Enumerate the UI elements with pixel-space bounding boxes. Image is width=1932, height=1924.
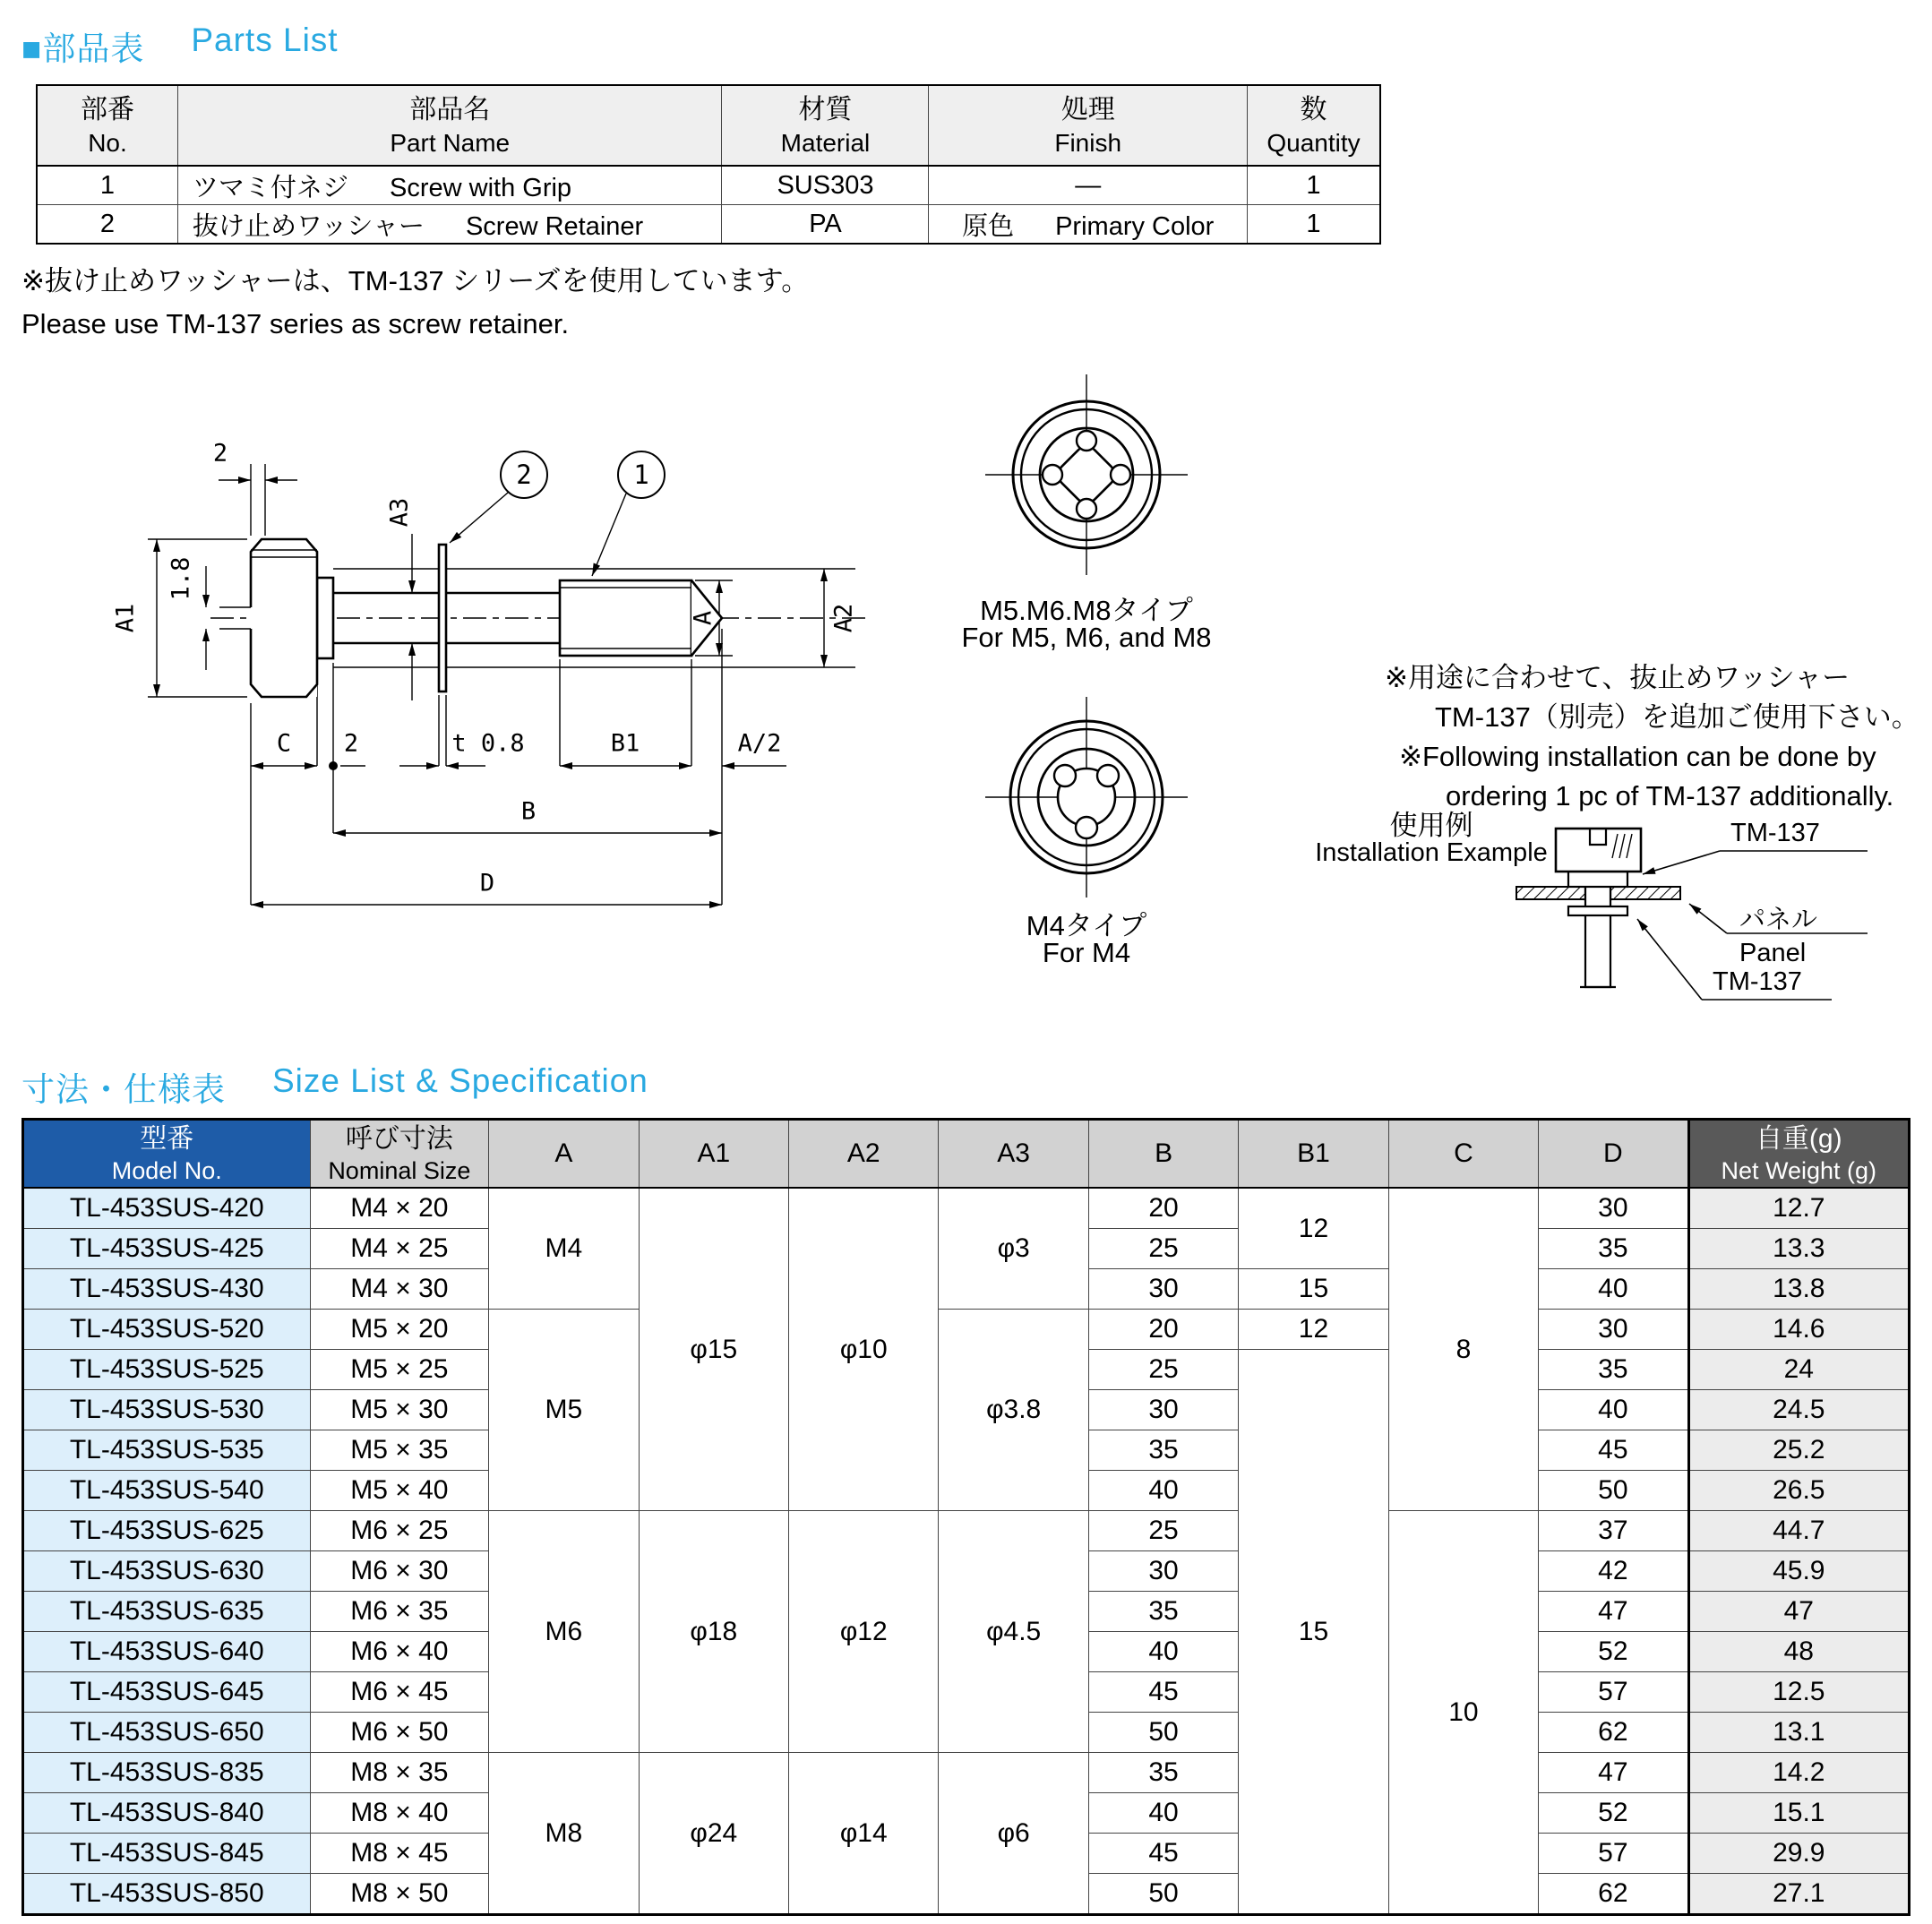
spec-cell-nominal: M6 × 50 [310, 1713, 489, 1753]
spec-heading-jp: 寸法・仕様表 [21, 1071, 226, 1108]
parts-finish-jp: 原色 [962, 211, 1015, 241]
spec-cell-d: 52 [1539, 1632, 1688, 1672]
spec-cell-model: TL-453SUS-525 [23, 1350, 311, 1390]
parts-header-en: Finish [1054, 129, 1122, 157]
spec-cell-w: 44.7 [1688, 1511, 1909, 1551]
spec-cell-b: 20 [1088, 1188, 1238, 1229]
parts-list-table [36, 84, 1381, 245]
spec-cell-b: 20 [1088, 1310, 1238, 1350]
retainer-note-line-2: TM-137（別売）を追加ご使用下さい。 [1435, 701, 1919, 733]
spec-cell-d: 30 [1539, 1188, 1688, 1229]
spec-header-en: Model No. [111, 1157, 222, 1184]
spec-cell-c: 8 [1388, 1188, 1538, 1511]
parts-header-en: No. [88, 129, 127, 157]
spec-table-body [23, 1188, 1910, 1915]
spec-cell-b: 40 [1088, 1471, 1238, 1511]
spec-cell-w: 45.9 [1688, 1551, 1909, 1592]
spec-cell-b: 30 [1088, 1551, 1238, 1592]
parts-name-jp: ツマミ付ネジ [192, 173, 348, 202]
spec-table [21, 1118, 1911, 1916]
spec-header-cell-A2: A2 [789, 1120, 939, 1189]
spec-cell-nominal: M6 × 45 [310, 1672, 489, 1713]
spec-header-jp: 自重(g) [1755, 1124, 1842, 1154]
spec-cell-nominal: M8 × 40 [310, 1793, 489, 1834]
spec-cell-b: 45 [1088, 1672, 1238, 1713]
spec-cell-w: 29.9 [1688, 1834, 1909, 1874]
parts-list-heading-jp: ■部品表 [21, 30, 145, 67]
spec-cell-d: 37 [1539, 1511, 1688, 1551]
spec-table-header [23, 1120, 1910, 1189]
spec-cell-model: TL-453SUS-835 [23, 1753, 311, 1793]
parts-header-jp: 数 [1300, 95, 1327, 125]
spec-header-cell-0 [23, 1120, 311, 1189]
spec-cell-model: TL-453SUS-425 [23, 1229, 311, 1269]
spec-cell-nominal: M4 × 25 [310, 1229, 489, 1269]
dim-label-a1: A1 [111, 603, 140, 633]
parts-header-cell-4 [1247, 85, 1380, 166]
spec-cell-b: 40 [1088, 1793, 1238, 1834]
dim-label-slot-depth: 1.8 [167, 556, 195, 601]
spec-cell-model: TL-453SUS-625 [23, 1511, 311, 1551]
parts-header-jp: 部品名 [409, 95, 491, 125]
parts-cell-no: 1 [37, 166, 177, 205]
spec-cell-model: TL-453SUS-640 [23, 1632, 311, 1672]
parts-cell-finish [929, 205, 1248, 245]
dim-label-a: A [689, 610, 717, 626]
spec-cell-a3: φ6 [939, 1753, 1088, 1915]
spec-cell-model: TL-453SUS-840 [23, 1793, 311, 1834]
spec-cell-nominal: M6 × 30 [310, 1551, 489, 1592]
spec-cell-d: 45 [1539, 1430, 1688, 1471]
parts-note [21, 260, 809, 346]
spec-cell-a: M6 [489, 1511, 639, 1753]
spec-heading [21, 1062, 648, 1111]
spec-cell-d: 57 [1539, 1834, 1688, 1874]
spec-cell-nominal: M8 × 45 [310, 1834, 489, 1874]
spec-header-row [23, 1120, 1910, 1189]
spec-cell-model: TL-453SUS-850 [23, 1874, 311, 1915]
spec-cell-a1: φ15 [639, 1188, 788, 1511]
dim-label-head-gap: 2 [212, 439, 228, 468]
dim-label-a-half: A/2 [737, 729, 782, 758]
spec-cell-model: TL-453SUS-540 [23, 1471, 311, 1511]
spec-cell-b: 50 [1088, 1713, 1238, 1753]
parts-header-cell-3 [929, 85, 1248, 166]
spec-cell-model: TL-453SUS-650 [23, 1713, 311, 1753]
spec-cell-nominal: M4 × 20 [310, 1188, 489, 1229]
spec-cell-a3: φ3.8 [939, 1310, 1088, 1511]
spec-cell-w: 47 [1688, 1592, 1909, 1632]
spec-row [23, 1310, 1910, 1350]
parts-cell-qty: 1 [1247, 205, 1380, 245]
spec-cell-nominal: M6 × 40 [310, 1632, 489, 1672]
spec-cell-a2: φ12 [789, 1511, 939, 1753]
spec-header-cell-C: C [1388, 1120, 1538, 1189]
dim-label-b1: B1 [610, 729, 640, 758]
spec-cell-a1: φ24 [639, 1753, 788, 1915]
spec-cell-w: 15.1 [1688, 1793, 1909, 1834]
parts-cell-material: PA [722, 205, 929, 245]
spec-header-cell-A1: A1 [639, 1120, 788, 1189]
parts-list-heading-en: Parts List [191, 21, 339, 58]
spec-cell-w: 14.2 [1688, 1753, 1909, 1793]
spec-cell-a2: φ10 [789, 1188, 939, 1511]
dim-label-d: D [479, 869, 495, 898]
spec-cell-w: 14.6 [1688, 1310, 1909, 1350]
spec-cell-b: 40 [1088, 1632, 1238, 1672]
spec-cell-b: 25 [1088, 1229, 1238, 1269]
spec-header-en: Nominal Size [328, 1157, 471, 1184]
spec-cell-nominal: M8 × 35 [310, 1753, 489, 1793]
spec-cell-d: 57 [1539, 1672, 1688, 1713]
usage-label-panel-en: Panel [1739, 939, 1807, 967]
spec-cell-model: TL-453SUS-520 [23, 1310, 311, 1350]
parts-header-row [37, 85, 1380, 166]
spec-cell-b1: 12 [1239, 1188, 1388, 1269]
spec-cell-nominal: M5 × 35 [310, 1430, 489, 1471]
spec-cell-a3: φ4.5 [939, 1511, 1088, 1753]
spec-header-cell-A3: A3 [939, 1120, 1088, 1189]
spec-cell-d: 62 [1539, 1713, 1688, 1753]
spec-cell-model: TL-453SUS-645 [23, 1672, 311, 1713]
spec-cell-b: 45 [1088, 1834, 1238, 1874]
spec-cell-model: TL-453SUS-845 [23, 1834, 311, 1874]
retainer-note-line-3: ※Following installation can be done by [1399, 741, 1876, 772]
parts-note-en: Please use TM-137 series as screw retainer. [21, 308, 570, 339]
parts-name-jp: 抜け止めワッシャー [192, 211, 425, 241]
spec-cell-d: 40 [1539, 1390, 1688, 1430]
spec-cell-nominal: M6 × 35 [310, 1592, 489, 1632]
spec-row [23, 1511, 1910, 1551]
spec-header-en: Net Weight (g) [1721, 1157, 1877, 1184]
spec-cell-w: 25.2 [1688, 1430, 1909, 1471]
spec-cell-a3: φ3 [939, 1188, 1088, 1310]
spec-cell-d: 52 [1539, 1793, 1688, 1834]
view-caption-m568-en: For M5, M6, and M8 [961, 622, 1212, 653]
spec-cell-a: M8 [489, 1753, 639, 1915]
spec-cell-d: 40 [1539, 1269, 1688, 1310]
parts-cell-name [177, 166, 722, 205]
spec-cell-b: 35 [1088, 1592, 1238, 1632]
parts-cell-name [177, 205, 722, 245]
parts-header-jp: 処理 [1060, 95, 1115, 125]
spec-cell-b1: 15 [1239, 1350, 1388, 1915]
view-caption-m568-jp: M5.M6.M8タイプ [980, 595, 1193, 626]
spec-cell-model: TL-453SUS-430 [23, 1269, 311, 1310]
usage-label-tm137-bottom: TM-137 [1713, 967, 1802, 996]
spec-cell-nominal: M5 × 30 [310, 1390, 489, 1430]
technical-drawing [36, 367, 1917, 1048]
retainer-note-line-4: ordering 1 pc of TM-137 additionally. [1446, 780, 1894, 812]
spec-cell-nominal: M4 × 30 [310, 1269, 489, 1310]
spec-cell-w: 13.3 [1688, 1229, 1909, 1269]
retainer-notes [1335, 658, 1932, 816]
spec-cell-d: 30 [1539, 1310, 1688, 1350]
parts-list-table-body [37, 166, 1380, 244]
dim-label-flange: 2 [343, 729, 359, 758]
spec-cell-b: 25 [1088, 1350, 1238, 1390]
parts-list-table-header [37, 85, 1380, 166]
spec-cell-b: 25 [1088, 1511, 1238, 1551]
parts-header-jp: 部番 [80, 95, 134, 125]
parts-header-en: Material [780, 129, 871, 157]
spec-cell-d: 50 [1539, 1471, 1688, 1511]
parts-header-cell-1 [177, 85, 722, 166]
parts-name-en: Screw with Grip [390, 173, 572, 202]
usage-caption-jp: 使用例 [1389, 810, 1473, 841]
view-caption-m4-jp: M4タイプ [1026, 910, 1147, 941]
spec-header-jp: 呼び寸法 [345, 1124, 453, 1154]
spec-cell-w: 12.7 [1688, 1188, 1909, 1229]
spec-cell-d: 47 [1539, 1753, 1688, 1793]
parts-list-heading [21, 21, 339, 70]
spec-cell-b: 30 [1088, 1269, 1238, 1310]
parts-header-cell-2 [722, 85, 929, 166]
parts-cell-no: 2 [37, 205, 177, 245]
parts-header-en: Quantity [1267, 129, 1361, 157]
parts-cell-finish: ― [929, 166, 1248, 205]
spec-cell-d: 62 [1539, 1874, 1688, 1915]
spec-cell-b1: 12 [1239, 1310, 1388, 1350]
spec-cell-d: 35 [1539, 1350, 1688, 1390]
dim-label-a3: A3 [385, 497, 414, 528]
spec-cell-b: 30 [1088, 1390, 1238, 1430]
spec-cell-a: M5 [489, 1310, 639, 1511]
spec-cell-a: M4 [489, 1188, 639, 1310]
spec-cell-b1: 15 [1239, 1269, 1388, 1310]
spec-cell-model: TL-453SUS-635 [23, 1592, 311, 1632]
spec-cell-nominal: M8 × 50 [310, 1874, 489, 1915]
view-caption-m4-en: For M4 [1042, 937, 1131, 968]
spec-cell-a2: φ14 [789, 1753, 939, 1915]
spec-cell-d: 42 [1539, 1551, 1688, 1592]
spec-cell-a1: φ18 [639, 1511, 788, 1753]
spec-cell-b: 50 [1088, 1874, 1238, 1915]
parts-finish-en: Primary Color [1055, 211, 1215, 241]
spec-cell-nominal: M6 × 25 [310, 1511, 489, 1551]
callout-1-number: 1 [633, 460, 649, 490]
spec-cell-w: 48 [1688, 1632, 1909, 1672]
spec-cell-model: TL-453SUS-535 [23, 1430, 311, 1471]
spec-cell-nominal: M5 × 40 [310, 1471, 489, 1511]
spec-header-jp: 型番 [140, 1124, 194, 1154]
spec-cell-nominal: M5 × 20 [310, 1310, 489, 1350]
spec-cell-w: 27.1 [1688, 1874, 1909, 1915]
spec-cell-w: 13.1 [1688, 1713, 1909, 1753]
parts-cell-material: SUS303 [722, 166, 929, 205]
usage-caption-en: Installation Example [1315, 838, 1548, 867]
spec-heading-en: Size List & Specification [272, 1062, 648, 1099]
spec-header-cell-A: A [489, 1120, 639, 1189]
spec-header-cell-B: B [1088, 1120, 1238, 1189]
spec-cell-model: TL-453SUS-530 [23, 1390, 311, 1430]
spec-cell-d: 35 [1539, 1229, 1688, 1269]
dim-label-b: B [520, 797, 537, 826]
usage-label-panel-jp: パネル [1739, 906, 1818, 934]
callout-2-number: 2 [516, 460, 532, 490]
parts-row [37, 205, 1380, 245]
spec-cell-w: 13.8 [1688, 1269, 1909, 1310]
spec-cell-d: 47 [1539, 1592, 1688, 1632]
dim-label-c: C [276, 729, 292, 758]
spec-cell-c: 10 [1388, 1511, 1538, 1915]
dim-label-t08: t 0.8 [451, 729, 525, 758]
spec-cell-w: 26.5 [1688, 1471, 1909, 1511]
usage-label-tm137-top: TM-137 [1730, 819, 1820, 847]
spec-cell-model: TL-453SUS-630 [23, 1551, 311, 1592]
spec-cell-b: 35 [1088, 1753, 1238, 1793]
spec-cell-w: 24.5 [1688, 1390, 1909, 1430]
parts-name-en: Screw Retainer [465, 211, 644, 241]
parts-header-cell-0 [37, 85, 177, 166]
parts-row [37, 166, 1380, 205]
parts-header-jp: 材質 [798, 95, 853, 125]
spec-cell-w: 12.5 [1688, 1672, 1909, 1713]
spec-header-cell-1 [310, 1120, 489, 1189]
dim-label-a2: A2 [829, 603, 858, 633]
parts-cell-qty: 1 [1247, 166, 1380, 205]
spec-cell-model: TL-453SUS-420 [23, 1188, 311, 1229]
retainer-note-line-1: ※用途に合わせて、抜止めワッシャー [1385, 662, 1850, 693]
spec-cell-nominal: M5 × 25 [310, 1350, 489, 1390]
spec-cell-w: 24 [1688, 1350, 1909, 1390]
spec-row [23, 1753, 1910, 1793]
spec-header-cell-10 [1688, 1120, 1909, 1189]
spec-header-cell-D: D [1539, 1120, 1688, 1189]
parts-header-en: Part Name [390, 129, 511, 157]
spec-cell-b: 35 [1088, 1430, 1238, 1471]
spec-row [23, 1188, 1910, 1229]
parts-note-jp: ※抜け止めワッシャーは、TM-137 シリーズを使用しています。 [21, 265, 810, 296]
spec-header-cell-B1: B1 [1239, 1120, 1388, 1189]
